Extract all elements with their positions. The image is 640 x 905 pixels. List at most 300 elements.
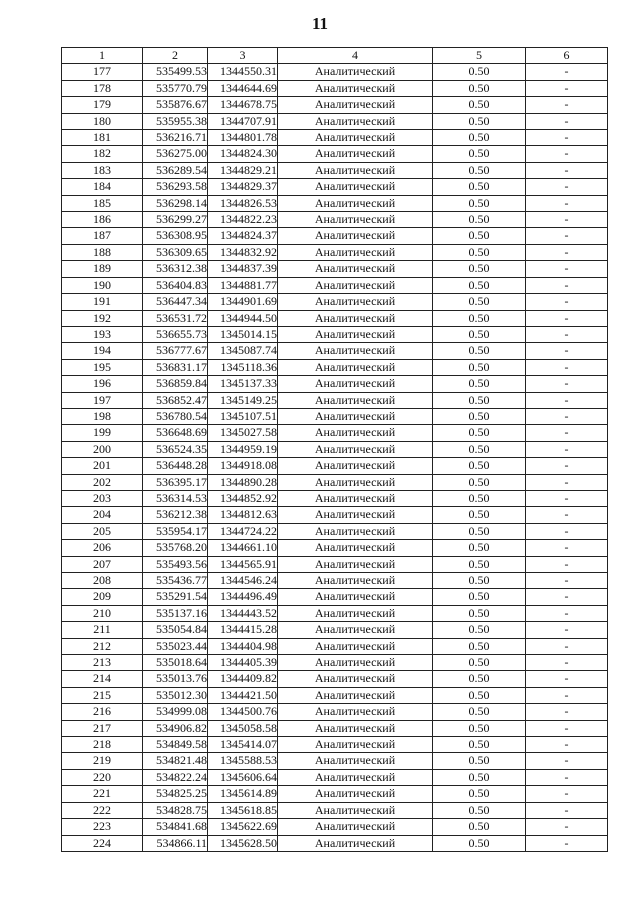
method-cell: Аналитический xyxy=(278,540,433,556)
accuracy-cell: 0.50 xyxy=(433,425,526,441)
table-header-row xyxy=(62,48,608,64)
method-cell: Аналитический xyxy=(278,80,433,96)
note-cell: - xyxy=(526,326,608,342)
accuracy-cell: 0.50 xyxy=(433,359,526,375)
y-coordinate-cell: 1344496.49 xyxy=(208,589,278,605)
x-coordinate-cell: 536289.54 xyxy=(143,162,208,178)
note-cell: - xyxy=(526,671,608,687)
table-row xyxy=(62,819,608,835)
note-cell: - xyxy=(526,819,608,835)
y-coordinate-cell: 1344918.08 xyxy=(208,458,278,474)
accuracy-cell: 0.50 xyxy=(433,458,526,474)
note-cell: - xyxy=(526,162,608,178)
x-coordinate-cell: 536216.71 xyxy=(143,130,208,146)
accuracy-cell: 0.50 xyxy=(433,392,526,408)
y-coordinate-cell: 1345107.51 xyxy=(208,408,278,424)
x-coordinate-cell: 536852.47 xyxy=(143,392,208,408)
y-coordinate-cell: 1344812.63 xyxy=(208,507,278,523)
method-cell: Аналитический xyxy=(278,720,433,736)
note-cell: - xyxy=(526,720,608,736)
x-coordinate-cell: 535023.44 xyxy=(143,638,208,654)
x-coordinate-cell: 535499.53 xyxy=(143,64,208,80)
y-coordinate-cell: 1344404.98 xyxy=(208,638,278,654)
x-coordinate-cell: 534849.58 xyxy=(143,737,208,753)
point-number-cell: 215 xyxy=(62,687,143,703)
note-cell: - xyxy=(526,622,608,638)
x-coordinate-cell: 536395.17 xyxy=(143,474,208,490)
method-cell: Аналитический xyxy=(278,687,433,703)
method-cell: Аналитический xyxy=(278,655,433,671)
y-coordinate-cell: 1344409.82 xyxy=(208,671,278,687)
point-number-cell: 220 xyxy=(62,769,143,785)
table-row xyxy=(62,326,608,342)
method-cell: Аналитический xyxy=(278,458,433,474)
accuracy-cell: 0.50 xyxy=(433,474,526,490)
point-number-cell: 206 xyxy=(62,540,143,556)
table-row xyxy=(62,228,608,244)
table-row xyxy=(62,671,608,687)
point-number-cell: 190 xyxy=(62,277,143,293)
point-number-cell: 185 xyxy=(62,195,143,211)
table-row xyxy=(62,687,608,703)
x-coordinate-cell: 535955.38 xyxy=(143,113,208,129)
method-cell: Аналитический xyxy=(278,97,433,113)
note-cell: - xyxy=(526,228,608,244)
accuracy-cell: 0.50 xyxy=(433,737,526,753)
accuracy-cell: 0.50 xyxy=(433,294,526,310)
y-coordinate-cell: 1344443.52 xyxy=(208,605,278,621)
x-coordinate-cell: 536524.35 xyxy=(143,441,208,457)
y-coordinate-cell: 1344829.37 xyxy=(208,179,278,195)
x-coordinate-cell: 534906.82 xyxy=(143,720,208,736)
column-header: 1 xyxy=(62,48,143,64)
y-coordinate-cell: 1344678.75 xyxy=(208,97,278,113)
x-coordinate-cell: 536293.58 xyxy=(143,179,208,195)
note-cell: - xyxy=(526,80,608,96)
y-coordinate-cell: 1344832.92 xyxy=(208,244,278,260)
method-cell: Аналитический xyxy=(278,425,433,441)
x-coordinate-cell: 535493.56 xyxy=(143,556,208,572)
accuracy-cell: 0.50 xyxy=(433,113,526,129)
method-cell: Аналитический xyxy=(278,638,433,654)
note-cell: - xyxy=(526,704,608,720)
point-number-cell: 192 xyxy=(62,310,143,326)
accuracy-cell: 0.50 xyxy=(433,589,526,605)
x-coordinate-cell: 536655.73 xyxy=(143,326,208,342)
x-coordinate-cell: 534828.75 xyxy=(143,802,208,818)
point-number-cell: 212 xyxy=(62,638,143,654)
x-coordinate-cell: 535768.20 xyxy=(143,540,208,556)
point-number-cell: 187 xyxy=(62,228,143,244)
note-cell: - xyxy=(526,130,608,146)
note-cell: - xyxy=(526,753,608,769)
y-coordinate-cell: 1344707.91 xyxy=(208,113,278,129)
y-coordinate-cell: 1344644.69 xyxy=(208,80,278,96)
table-row xyxy=(62,179,608,195)
point-number-cell: 217 xyxy=(62,720,143,736)
note-cell: - xyxy=(526,97,608,113)
table-row xyxy=(62,162,608,178)
y-coordinate-cell: 1345149.25 xyxy=(208,392,278,408)
note-cell: - xyxy=(526,179,608,195)
point-number-cell: 186 xyxy=(62,212,143,228)
y-coordinate-cell: 1344661.10 xyxy=(208,540,278,556)
table-row xyxy=(62,802,608,818)
x-coordinate-cell: 535018.64 xyxy=(143,655,208,671)
accuracy-cell: 0.50 xyxy=(433,769,526,785)
x-coordinate-cell: 536448.28 xyxy=(143,458,208,474)
point-number-cell: 178 xyxy=(62,80,143,96)
method-cell: Аналитический xyxy=(278,507,433,523)
accuracy-cell: 0.50 xyxy=(433,523,526,539)
method-cell: Аналитический xyxy=(278,343,433,359)
accuracy-cell: 0.50 xyxy=(433,704,526,720)
point-number-cell: 224 xyxy=(62,835,143,851)
y-coordinate-cell: 1345614.89 xyxy=(208,786,278,802)
method-cell: Аналитический xyxy=(278,162,433,178)
method-cell: Аналитический xyxy=(278,671,433,687)
point-number-cell: 214 xyxy=(62,671,143,687)
note-cell: - xyxy=(526,195,608,211)
method-cell: Аналитический xyxy=(278,589,433,605)
method-cell: Аналитический xyxy=(278,769,433,785)
method-cell: Аналитический xyxy=(278,376,433,392)
accuracy-cell: 0.50 xyxy=(433,556,526,572)
note-cell: - xyxy=(526,835,608,851)
accuracy-cell: 0.50 xyxy=(433,802,526,818)
x-coordinate-cell: 536777.67 xyxy=(143,343,208,359)
method-cell: Аналитический xyxy=(278,326,433,342)
method-cell: Аналитический xyxy=(278,195,433,211)
table-row xyxy=(62,835,608,851)
x-coordinate-cell: 536859.84 xyxy=(143,376,208,392)
method-cell: Аналитический xyxy=(278,474,433,490)
method-cell: Аналитический xyxy=(278,261,433,277)
x-coordinate-cell: 536447.34 xyxy=(143,294,208,310)
method-cell: Аналитический xyxy=(278,605,433,621)
table-row xyxy=(62,786,608,802)
method-cell: Аналитический xyxy=(278,64,433,80)
y-coordinate-cell: 1345606.64 xyxy=(208,769,278,785)
x-coordinate-cell: 536298.14 xyxy=(143,195,208,211)
method-cell: Аналитический xyxy=(278,802,433,818)
table-row xyxy=(62,720,608,736)
x-coordinate-cell: 535137.16 xyxy=(143,605,208,621)
accuracy-cell: 0.50 xyxy=(433,195,526,211)
table-row xyxy=(62,310,608,326)
x-coordinate-cell: 534999.08 xyxy=(143,704,208,720)
x-coordinate-cell: 536831.17 xyxy=(143,359,208,375)
method-cell: Аналитический xyxy=(278,441,433,457)
table-row xyxy=(62,64,608,80)
method-cell: Аналитический xyxy=(278,130,433,146)
table-row xyxy=(62,294,608,310)
accuracy-cell: 0.50 xyxy=(433,441,526,457)
y-coordinate-cell: 1344822.23 xyxy=(208,212,278,228)
table-row xyxy=(62,638,608,654)
y-coordinate-cell: 1344826.53 xyxy=(208,195,278,211)
y-coordinate-cell: 1345137.33 xyxy=(208,376,278,392)
table-row xyxy=(62,376,608,392)
y-coordinate-cell: 1345118.36 xyxy=(208,359,278,375)
y-coordinate-cell: 1345618.85 xyxy=(208,802,278,818)
note-cell: - xyxy=(526,343,608,359)
point-number-cell: 196 xyxy=(62,376,143,392)
point-number-cell: 200 xyxy=(62,441,143,457)
note-cell: - xyxy=(526,540,608,556)
table-row xyxy=(62,655,608,671)
x-coordinate-cell: 534825.25 xyxy=(143,786,208,802)
point-number-cell: 209 xyxy=(62,589,143,605)
y-coordinate-cell: 1344405.39 xyxy=(208,655,278,671)
accuracy-cell: 0.50 xyxy=(433,655,526,671)
accuracy-cell: 0.50 xyxy=(433,753,526,769)
x-coordinate-cell: 535954.17 xyxy=(143,523,208,539)
page-number: 11 xyxy=(311,14,329,33)
note-cell: - xyxy=(526,146,608,162)
point-number-cell: 221 xyxy=(62,786,143,802)
method-cell: Аналитический xyxy=(278,146,433,162)
note-cell: - xyxy=(526,507,608,523)
x-coordinate-cell: 536308.95 xyxy=(143,228,208,244)
method-cell: Аналитический xyxy=(278,556,433,572)
y-coordinate-cell: 1345014.15 xyxy=(208,326,278,342)
y-coordinate-cell: 1344890.28 xyxy=(208,474,278,490)
point-number-cell: 205 xyxy=(62,523,143,539)
point-number-cell: 207 xyxy=(62,556,143,572)
table-row xyxy=(62,704,608,720)
column-header: 6 xyxy=(526,48,608,64)
note-cell: - xyxy=(526,769,608,785)
note-cell: - xyxy=(526,261,608,277)
note-cell: - xyxy=(526,589,608,605)
accuracy-cell: 0.50 xyxy=(433,162,526,178)
note-cell: - xyxy=(526,310,608,326)
point-number-cell: 203 xyxy=(62,490,143,506)
y-coordinate-cell: 1344550.31 xyxy=(208,64,278,80)
accuracy-cell: 0.50 xyxy=(433,605,526,621)
x-coordinate-cell: 536531.72 xyxy=(143,310,208,326)
point-number-cell: 195 xyxy=(62,359,143,375)
y-coordinate-cell: 1345414.07 xyxy=(208,737,278,753)
point-number-cell: 218 xyxy=(62,737,143,753)
y-coordinate-cell: 1344546.24 xyxy=(208,573,278,589)
point-number-cell: 204 xyxy=(62,507,143,523)
x-coordinate-cell: 535013.76 xyxy=(143,671,208,687)
method-cell: Аналитический xyxy=(278,212,433,228)
note-cell: - xyxy=(526,523,608,539)
table-row xyxy=(62,343,608,359)
point-number-cell: 189 xyxy=(62,261,143,277)
table-row xyxy=(62,540,608,556)
note-cell: - xyxy=(526,490,608,506)
y-coordinate-cell: 1345588.53 xyxy=(208,753,278,769)
note-cell: - xyxy=(526,605,608,621)
note-cell: - xyxy=(526,687,608,703)
table-row xyxy=(62,212,608,228)
x-coordinate-cell: 536299.27 xyxy=(143,212,208,228)
x-coordinate-cell: 536404.83 xyxy=(143,277,208,293)
point-number-cell: 208 xyxy=(62,573,143,589)
method-cell: Аналитический xyxy=(278,179,433,195)
x-coordinate-cell: 535054.84 xyxy=(143,622,208,638)
point-number-cell: 213 xyxy=(62,655,143,671)
point-number-cell: 210 xyxy=(62,605,143,621)
point-number-cell: 179 xyxy=(62,97,143,113)
note-cell: - xyxy=(526,408,608,424)
accuracy-cell: 0.50 xyxy=(433,228,526,244)
point-number-cell: 194 xyxy=(62,343,143,359)
x-coordinate-cell: 536275.00 xyxy=(143,146,208,162)
point-number-cell: 181 xyxy=(62,130,143,146)
accuracy-cell: 0.50 xyxy=(433,376,526,392)
accuracy-cell: 0.50 xyxy=(433,212,526,228)
accuracy-cell: 0.50 xyxy=(433,540,526,556)
table-row xyxy=(62,359,608,375)
point-number-cell: 177 xyxy=(62,64,143,80)
table-row xyxy=(62,130,608,146)
note-cell: - xyxy=(526,458,608,474)
accuracy-cell: 0.50 xyxy=(433,343,526,359)
table-row xyxy=(62,490,608,506)
x-coordinate-cell: 534821.48 xyxy=(143,753,208,769)
y-coordinate-cell: 1345058.58 xyxy=(208,720,278,736)
accuracy-cell: 0.50 xyxy=(433,638,526,654)
table-row xyxy=(62,753,608,769)
accuracy-cell: 0.50 xyxy=(433,573,526,589)
table-row xyxy=(62,97,608,113)
y-coordinate-cell: 1344829.21 xyxy=(208,162,278,178)
accuracy-cell: 0.50 xyxy=(433,64,526,80)
accuracy-cell: 0.50 xyxy=(433,687,526,703)
table-row xyxy=(62,261,608,277)
y-coordinate-cell: 1344881.77 xyxy=(208,277,278,293)
x-coordinate-cell: 535012.30 xyxy=(143,687,208,703)
method-cell: Аналитический xyxy=(278,228,433,244)
note-cell: - xyxy=(526,802,608,818)
table-row xyxy=(62,244,608,260)
point-number-cell: 182 xyxy=(62,146,143,162)
point-number-cell: 188 xyxy=(62,244,143,260)
accuracy-cell: 0.50 xyxy=(433,97,526,113)
table-row xyxy=(62,392,608,408)
note-cell: - xyxy=(526,786,608,802)
note-cell: - xyxy=(526,474,608,490)
point-number-cell: 222 xyxy=(62,802,143,818)
point-number-cell: 198 xyxy=(62,408,143,424)
accuracy-cell: 0.50 xyxy=(433,261,526,277)
note-cell: - xyxy=(526,425,608,441)
accuracy-cell: 0.50 xyxy=(433,490,526,506)
y-coordinate-cell: 1344724.22 xyxy=(208,523,278,539)
point-number-cell: 223 xyxy=(62,819,143,835)
table-row xyxy=(62,80,608,96)
x-coordinate-cell: 535770.79 xyxy=(143,80,208,96)
table-row xyxy=(62,146,608,162)
accuracy-cell: 0.50 xyxy=(433,786,526,802)
note-cell: - xyxy=(526,392,608,408)
method-cell: Аналитический xyxy=(278,277,433,293)
method-cell: Аналитический xyxy=(278,244,433,260)
table-row xyxy=(62,474,608,490)
y-coordinate-cell: 1345628.50 xyxy=(208,835,278,851)
method-cell: Аналитический xyxy=(278,523,433,539)
accuracy-cell: 0.50 xyxy=(433,507,526,523)
y-coordinate-cell: 1344421.50 xyxy=(208,687,278,703)
table-row xyxy=(62,737,608,753)
table-row xyxy=(62,408,608,424)
note-cell: - xyxy=(526,655,608,671)
y-coordinate-cell: 1344824.30 xyxy=(208,146,278,162)
x-coordinate-cell: 536312.38 xyxy=(143,261,208,277)
point-number-cell: 180 xyxy=(62,113,143,129)
method-cell: Аналитический xyxy=(278,737,433,753)
x-coordinate-cell: 534822.24 xyxy=(143,769,208,785)
point-number-cell: 183 xyxy=(62,162,143,178)
y-coordinate-cell: 1344944.50 xyxy=(208,310,278,326)
y-coordinate-cell: 1344415.28 xyxy=(208,622,278,638)
note-cell: - xyxy=(526,376,608,392)
accuracy-cell: 0.50 xyxy=(433,244,526,260)
x-coordinate-cell: 534866.11 xyxy=(143,835,208,851)
x-coordinate-cell: 535291.54 xyxy=(143,589,208,605)
method-cell: Аналитический xyxy=(278,704,433,720)
x-coordinate-cell: 535436.77 xyxy=(143,573,208,589)
point-number-cell: 191 xyxy=(62,294,143,310)
column-header: 4 xyxy=(278,48,433,64)
accuracy-cell: 0.50 xyxy=(433,671,526,687)
note-cell: - xyxy=(526,556,608,572)
y-coordinate-cell: 1344837.39 xyxy=(208,261,278,277)
method-cell: Аналитический xyxy=(278,622,433,638)
table-row xyxy=(62,589,608,605)
note-cell: - xyxy=(526,64,608,80)
point-number-cell: 211 xyxy=(62,622,143,638)
method-cell: Аналитический xyxy=(278,573,433,589)
note-cell: - xyxy=(526,441,608,457)
x-coordinate-cell: 536314.53 xyxy=(143,490,208,506)
accuracy-cell: 0.50 xyxy=(433,80,526,96)
table-row xyxy=(62,605,608,621)
y-coordinate-cell: 1344500.76 xyxy=(208,704,278,720)
table-body xyxy=(62,64,608,852)
method-cell: Аналитический xyxy=(278,294,433,310)
x-coordinate-cell: 536309.65 xyxy=(143,244,208,260)
method-cell: Аналитический xyxy=(278,786,433,802)
accuracy-cell: 0.50 xyxy=(433,819,526,835)
table-row xyxy=(62,769,608,785)
table-row xyxy=(62,277,608,293)
method-cell: Аналитический xyxy=(278,310,433,326)
accuracy-cell: 0.50 xyxy=(433,622,526,638)
x-coordinate-cell: 534841.68 xyxy=(143,819,208,835)
y-coordinate-cell: 1344824.37 xyxy=(208,228,278,244)
table-row xyxy=(62,458,608,474)
note-cell: - xyxy=(526,737,608,753)
table-row xyxy=(62,441,608,457)
y-coordinate-cell: 1344852.92 xyxy=(208,490,278,506)
point-number-cell: 193 xyxy=(62,326,143,342)
note-cell: - xyxy=(526,573,608,589)
accuracy-cell: 0.50 xyxy=(433,720,526,736)
coordinates-table xyxy=(61,47,608,852)
y-coordinate-cell: 1344901.69 xyxy=(208,294,278,310)
method-cell: Аналитический xyxy=(278,490,433,506)
note-cell: - xyxy=(526,359,608,375)
method-cell: Аналитический xyxy=(278,835,433,851)
x-coordinate-cell: 535876.67 xyxy=(143,97,208,113)
method-cell: Аналитический xyxy=(278,359,433,375)
